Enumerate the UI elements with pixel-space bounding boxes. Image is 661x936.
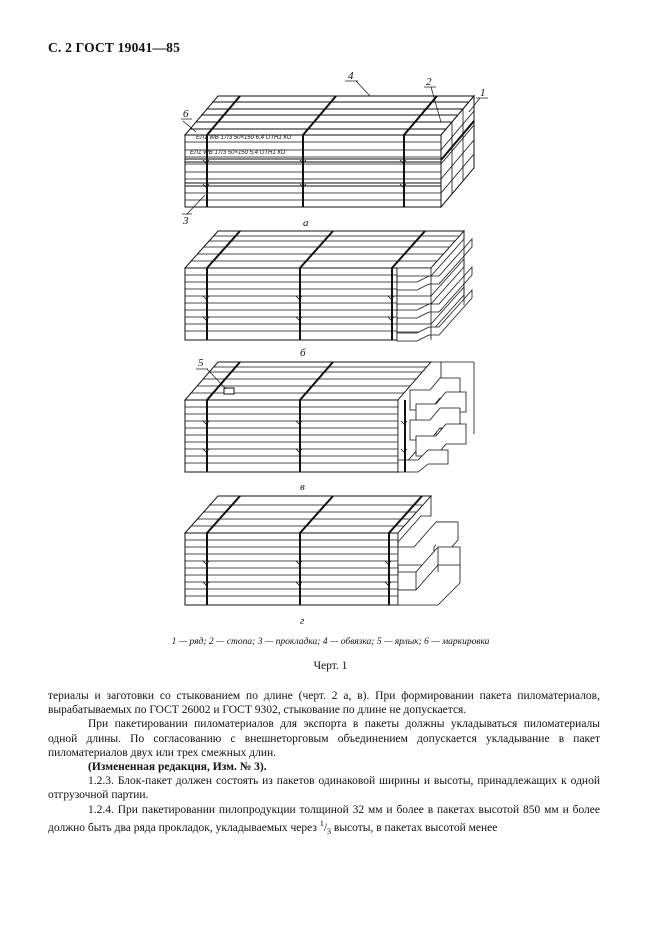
- figure-legend: 1 — ряд; 2 — стопа; 3 — прокладка; 4 — обвязка; 5 — ярлык; 6 — маркировка: [171, 637, 490, 647]
- marking-text-2: ЕЛ1 WB 17/3 50×150 5,4 ОТН1 КU: [190, 150, 286, 156]
- paragraph-5: 1.2.4. При пакетировании пилопродукции толщиной 32 мм и более в пакетах высотой 850 мм и более должно быть два ряда прокладок, укладываемых через $^1/_3$ высоты, в пакетах высотой менее: [48, 803, 600, 836]
- callout-6: 6: [183, 108, 189, 120]
- paragraph-1: териалы и заготовки со стыкованием по длине (черт. 2 а, в). При формировании пакета пиломатериалов, вырабатываемых по ГОСТ 26002 и ГОСТ 9302, стыкование по длине не допускается.: [48, 690, 600, 717]
- paragraph-4: 1.2.3. Блок-пакет должен состоять из пакетов одинаковой ширины и высоты, принадлежащих к одной отгрузочной партии.: [48, 775, 600, 802]
- fig-label-a: а: [303, 217, 309, 229]
- callout-1: 1: [480, 87, 486, 99]
- paragraph-2: При пакетировании пиломатериалов для экспорта в пакеты должны укладываться пиломатериалы одной длины. По согласованию с внешнеторговым объединением допускается укладывание в пакет пиломатериалов двух или трех смежных длин.: [48, 718, 600, 759]
- body-text: [48, 689, 600, 839]
- paragraph-5-text: 1.2.4. При пакетировании пилопродукции толщиной 32 мм и более в пакетах высотой 850 мм и более должно быть два ряда прокладок, укладываемых через: [48, 803, 600, 834]
- package-a: [181, 81, 488, 214]
- paragraph-5-tail: высоты, в пакетах высотой менее: [333, 821, 498, 834]
- callout-2: 2: [426, 76, 432, 88]
- fig-label-g: г: [300, 615, 305, 627]
- fig-label-b: б: [300, 347, 306, 359]
- marking-text-1: ЕЛ1 WB 17/3 50×150 6,4 ОТН1 КU: [196, 135, 292, 141]
- fig-label-v: в: [300, 481, 305, 493]
- callout-5: 5: [198, 357, 204, 369]
- callout-4: 4: [348, 70, 354, 82]
- fraction-numerator: 1: [319, 818, 324, 828]
- page-header: С. 2 ГОСТ 19041—85: [48, 40, 181, 55]
- package-g: [185, 496, 460, 605]
- figure-caption: Черт. 1: [313, 660, 348, 672]
- amendment-note: (Измененная редакция, Изм. № 3).: [88, 761, 267, 774]
- fraction-denominator: 3: [327, 826, 332, 836]
- callout-3: 3: [183, 215, 189, 227]
- package-b: [185, 231, 472, 341]
- package-v: [185, 362, 474, 472]
- paragraph-3: [48, 760, 600, 774]
